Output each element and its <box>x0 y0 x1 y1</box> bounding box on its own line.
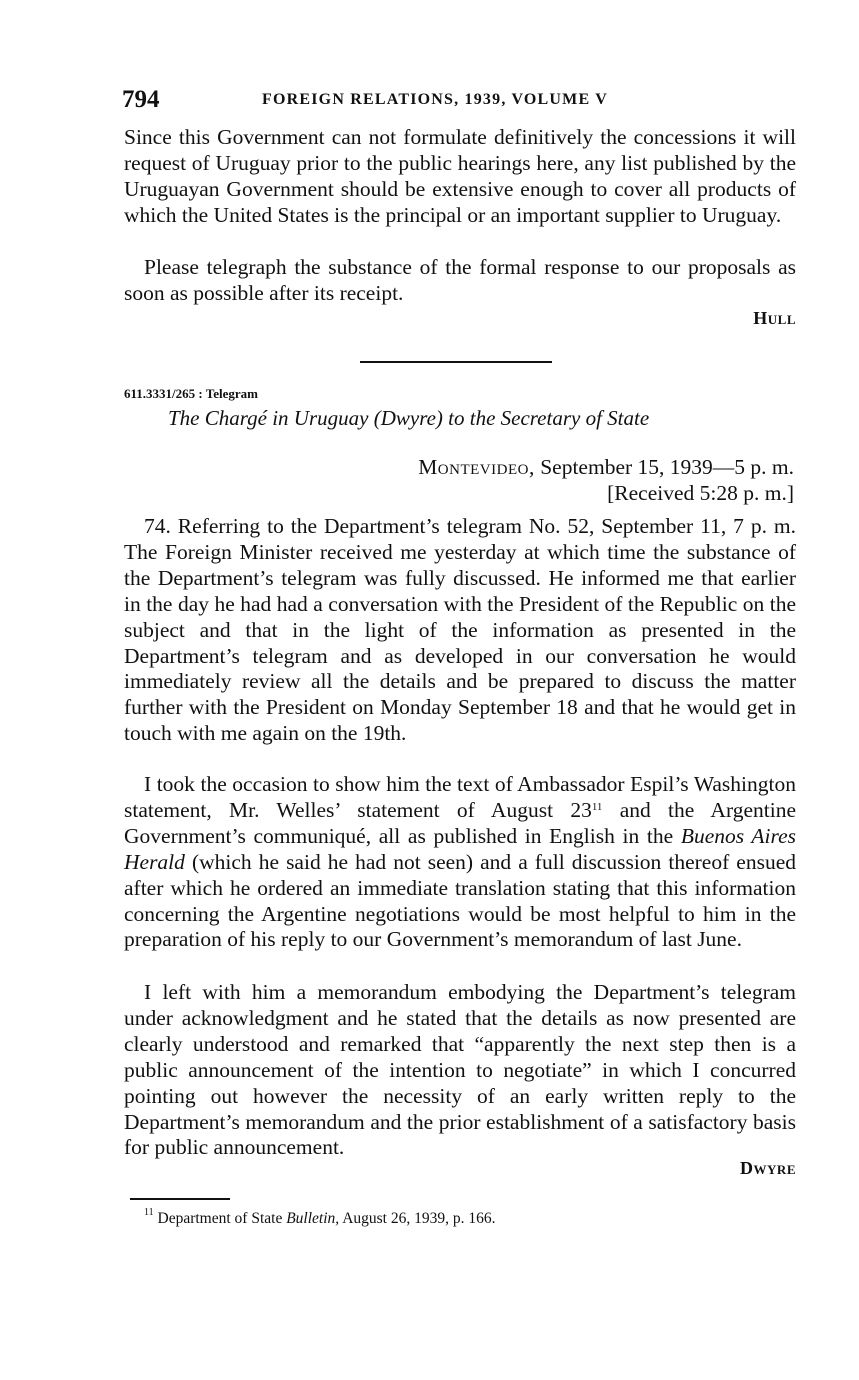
telegram-paragraph-1: 74. Referring to the Department’s telegram No. 52, September 11, 7 p. m. The Foreign Minister received me yesterday at which time the substance of the Department’s telegram was fully discussed. He informed me that earlier in the day he had had a conversation with the President of the Republic on the subject and that in the light of the information as presented in the Department’s telegram and as developed in our conversation he would immediately review all the details and be prepared to discuss the matter further with the President on Monday September 18 and that he would get in touch with me again on the 19th. <box>124 514 796 746</box>
page-number: 794 <box>122 86 160 113</box>
dateline-sent <box>418 455 794 481</box>
newspaper-title: Buenos Aires Herald <box>124 823 796 874</box>
telegram-paragraph-2-b: and the Argentine Government’s communiqué, all as published in English in the <box>124 797 797 848</box>
running-head: FOREIGN RELATIONS, 1939, VOLUME V <box>262 91 608 108</box>
dateline-received: [Received 5:28 p. m.] <box>607 480 794 505</box>
section-divider <box>360 361 552 363</box>
footnote-text-b: August 26, 1939, p. 166. <box>339 1210 496 1227</box>
telegram-paragraph-2-a: I took the occasion to show him the text of Ambassador Espil’s Washington statement, Mr. Welles’ statement of August 23 <box>124 772 796 822</box>
footnote-marker: 11 <box>144 1207 154 1218</box>
telegram-paragraph-3: I left with him a memorandum embodying the Department’s telegram under acknowledgment and he stated that the details as now presented are clearly understood and remarked that “apparently the next step then is a public announcement of the intention to negotiate” in which I concurred pointing out however the necessity of an early written reply to the Department’s memorandum and the prior establishment of a satisfactory basis for public announcement. <box>124 980 796 1160</box>
dateline-date: September 15, 1939—5 p. m. <box>540 455 794 479</box>
footnote-publication: Bulletin, <box>286 1210 340 1227</box>
document-title: The Chargé in Uruguay (Dwyre) to the Secretary of State <box>168 406 650 430</box>
signature-dwyre: Dwyre <box>740 1158 796 1178</box>
footnote-text-a: Department of State <box>153 1210 287 1227</box>
page-header <box>124 86 796 114</box>
footnote <box>144 1207 496 1228</box>
telegram-paragraph-2 <box>124 772 796 953</box>
prior-paragraph-2: Please telegraph the substance of the formal response to our proposals as soon as possible after its receipt. <box>124 255 796 305</box>
file-reference: 611.3331/265 : Telegram <box>124 386 258 401</box>
footnote-reference: 11 <box>591 800 603 813</box>
footnote-rule <box>130 1198 230 1200</box>
dateline <box>418 455 794 506</box>
prior-paragraph-1: Since this Government can not formulate definitively the concessions it will request of Uruguay prior to the public hearings here, any list published by the Uruguayan Government should be extensive enough to cover all products of which the United States is the principal or an important supplier to Uruguay. <box>124 125 796 227</box>
signature-hull: Hull <box>753 308 796 328</box>
dateline-city: Montevideo, <box>418 455 535 479</box>
telegram-paragraph-2-c: (which he said he had not seen) and a full discussion thereof ensued after which he ordered an immediate translation stating that this information concerning the Argentine negotiations would be most helpful to him in the preparation of his reply to our Government’s memorandum of last June. <box>124 849 796 952</box>
